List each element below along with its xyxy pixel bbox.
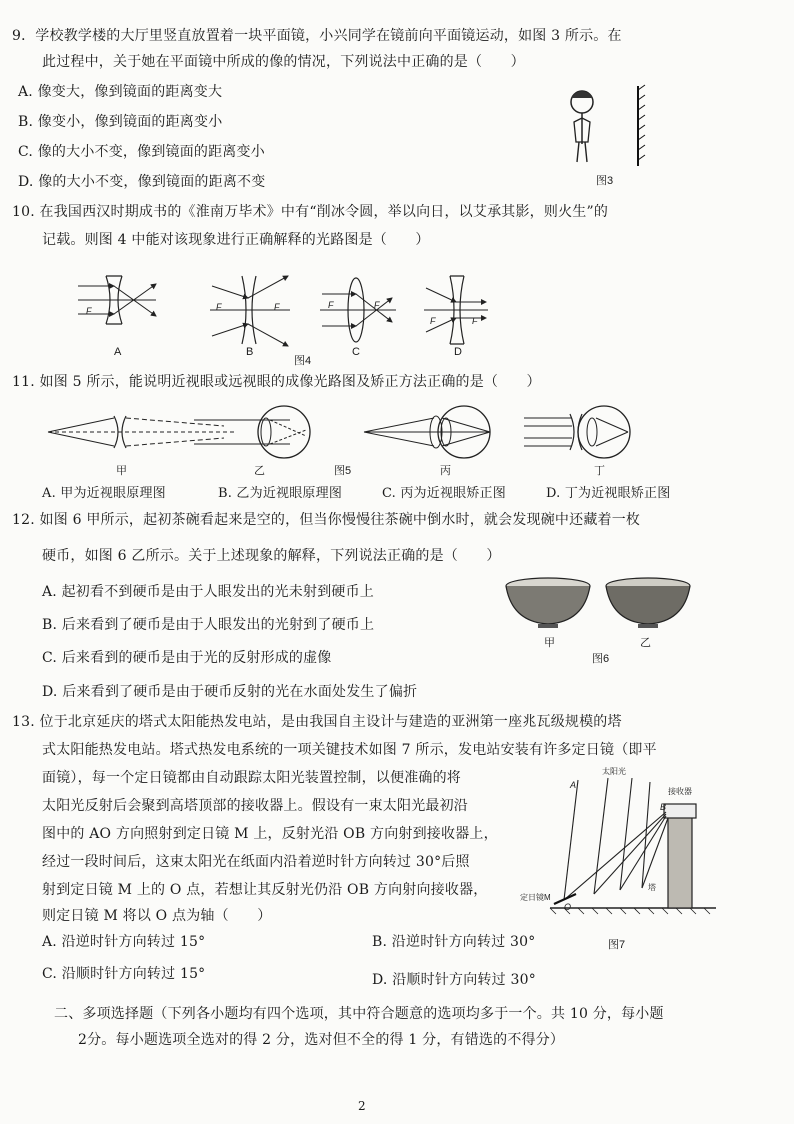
q13-line8: 则定日镜 M 将以 O 点为轴（ ） [42,908,272,924]
q13-line6: 经过一段时间后，这束太阳光在纸面内沿着逆时针方向转过 30°后照 [42,854,470,870]
q11-option-c: C. 丙为近视眼矫正图 [382,486,506,501]
bowl-yi [606,578,690,628]
focus-label-a: F [86,306,92,316]
q12-option-a: A. 起初看不到硬币是由于人眼发出的光未射到硬币上 [42,584,375,600]
figure-6-caption: 图6 [592,653,610,665]
q13-option-d: D. 沿顺时针方向转过 30° [372,972,536,988]
figure-7-solar-tower [520,764,720,924]
bowl-jia [506,578,590,628]
q11-option-a: A. 甲为近视眼原理图 [42,486,166,501]
q12-stem-line2: 硬币，如图 6 乙所示。关于上述现象的解释，下列说法正确的是（ ） [42,548,501,564]
section2-line2: 2分。每小题选项全选对的得 2 分，选对但不全的得 1 分，有错选的不得分） [78,1032,565,1048]
fig7-label-receiver: 接收器 [668,787,692,796]
q13-option-c: C. 沿顺时针方向转过 15° [42,966,206,982]
fig7-label-b: B [660,802,667,812]
focus-label-b: F [216,302,222,312]
fig4-label-b: B [246,346,254,358]
q13-line2: 式太阳能热发电站。塔式热发电系统的一项关键技术如图 7 所示，发电站安装有许多定日镜（即平 [42,742,657,758]
q11-option-b: B. 乙为近视眼原理图 [218,486,343,501]
q12-option-c: C. 后来看到的硬币是由于光的反射形成的虚像 [42,650,332,666]
fig5-label-bing: 丙 [440,465,451,477]
q9-stem-line1: 9．学校教学楼的大厅里竖直放置着一块平面镜，小兴同学在镜前向平面镜运动，如图 3 所示。在 [12,28,622,44]
q11-stem: 11. 如图 5 所示，能说明近视眼或远视眼的成像光路图及矫正方法正确的是（ ） [12,374,541,390]
focus-label-d2: F [472,316,478,326]
fig4-label-a: A [114,346,122,358]
lens-diagram-b [210,276,290,346]
figure-4-lens-diagrams [70,262,490,362]
q13-line5: 图中的 AO 方向照射到定日镜 M 上，反射光沿 OB 方向射到接收器上， [42,826,498,842]
eye-diagram-bing [364,406,490,458]
q13-option-a: A. 沿逆时针方向转过 15° [42,934,206,950]
q9-option-d: D. 像的大小不变，像到镜面的距离不变 [18,174,266,190]
focus-label-b2: F [274,302,280,312]
fig7-label-a: A [570,780,577,790]
q12-option-b: B. 后来看到了硬币是由于人眼发出的光射到了硬币上 [42,617,375,633]
q10-stem-line2: 记载。则图 4 中能对该现象进行正确解释的光路图是（ ） [42,232,430,248]
q10-stem-line1: 10. 在我国西汉时期成书的《淮南万毕术》中有“削冰令圆，举以向日，以艾承其影，则火生”的 [12,204,609,220]
q9-option-b: B. 像变小，像到镜面的距离变小 [18,114,223,130]
figure-5-eye-diagrams [44,404,694,460]
fig5-label-yi: 乙 [254,465,265,477]
fig7-label-mirror: 定日镜M [520,893,551,902]
q9-option-c: C. 像的大小不变，像到镜面的距离变小 [18,144,265,160]
fig5-label-jia: 甲 [116,465,127,477]
q9-option-a: A. 像变大，像到镜面的距离变大 [18,84,223,100]
figure-5-caption: 图5 [334,465,352,477]
figure-3-girl-mirror [550,82,660,182]
fig6-label-yi: 乙 [640,637,651,649]
focus-label-d: F [430,316,436,326]
fig5-label-ding: 丁 [594,465,605,477]
fig7-label-sun: 太阳光 [602,767,626,776]
figure-4-caption: 图4 [294,355,312,367]
q12-option-d: D. 后来看到了硬币是由于硬币反射的光在水面处发生了偏折 [42,684,418,700]
page-number: 2 [358,1099,366,1113]
q12-stem-line1: 12. 如图 6 甲所示，起初茶碗看起来是空的，但当你慢慢往茶碗中倒水时，就会发现碗中还藏着一枚 [12,512,641,528]
lens-diagram-a [78,276,156,324]
q13-line7: 射到定日镜 M 上的 O 点，若想让其反射光仍沿 OB 方向射向接收器， [42,882,488,898]
q9-stem-line2: 此过程中，关于她在平面镜中所成的像的情况，下列说法中正确的是（ ） [42,54,525,70]
q13-line4: 太阳光反射后会聚到高塔顶部的接收器上。假设有一束太阳光最初沿 [42,798,468,814]
figure-6-bowls [502,574,702,634]
q13-option-b: B. 沿逆时针方向转过 30° [372,934,536,950]
section2-line1: 二、多项选择题（下列各小题均有四个选项，其中符合题意的选项均多于一个。共 10 分，每小题 [54,1006,664,1022]
eye-diagram-ding [524,406,630,458]
lens-diagram-c [320,278,396,342]
figure-3-caption: 图3 [596,175,614,187]
fig6-label-jia: 甲 [544,637,555,649]
q11-option-d: D. 丁为近视眼矫正图 [546,486,671,501]
figure-7-caption: 图7 [608,939,626,951]
focus-label-c: F [328,300,334,310]
q13-line1: 13. 位于北京延庆的塔式太阳能热发电站，是由我国自主设计与建造的亚洲第一座兆瓦级规模的塔 [12,714,622,730]
eye-diagram-jia [48,416,234,448]
lens-diagram-d [424,276,488,344]
fig7-label-tower: 塔 [648,883,656,892]
fig4-label-c: C [352,346,360,358]
fig4-label-d: D [454,346,462,358]
q13-line3: 面镜），每一个定日镜都由自动跟踪太阳光装置控制，以便准确的将 [42,770,461,786]
fig7-label-o: O [564,902,572,912]
focus-label-c2: F [374,300,380,310]
